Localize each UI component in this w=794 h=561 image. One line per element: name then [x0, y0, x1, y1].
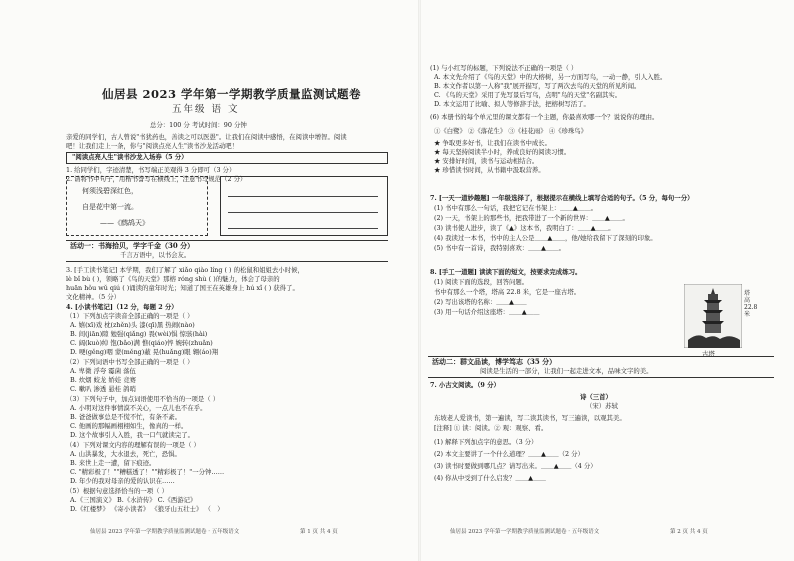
activity1-note: 千言万语中，以书会友。: [120, 251, 191, 259]
q4-more-15: （5）根据句意选择恰当的一项（ ）: [66, 487, 168, 495]
q4-more-7: B. 爸爸做事总是不慌不忙，有条不紊。: [70, 413, 182, 421]
bullet-4: ★ 珍惜读书时间，从书籍中汲取营养。: [434, 166, 545, 174]
activity2-note: 阅读是生活的一部分，让我们一起走进文本，品味文字的美。: [480, 367, 653, 375]
bullet-2: ★ 每天坚持阅读半小时，养成良好的阅读习惯。: [434, 148, 571, 156]
q4-more-1: （2）下列词语中书写全部正确的一项是（ ）: [66, 358, 194, 366]
q3-line-4: 文化精神。（5 分）: [66, 293, 121, 301]
q9-item-4: (4) 你从中受到了什么启发？＿＿▲＿＿: [434, 474, 546, 482]
footer-right-2: 第 2 页 共 4 页: [670, 529, 708, 535]
write-line-3[interactable]: [228, 228, 378, 229]
exam-title: 仙居县 2023 学年第一学期教学质量监测试题卷: [102, 87, 362, 101]
q9-item-3: (3) 读书时要做到哪几点？请写出来。＿＿▲＿＿（4 分）: [434, 462, 597, 470]
r-top-3: B. 本文作者以第一人称"我"展开描写，写了两次去鸟的天堂的所见所闻。: [434, 82, 641, 90]
q7-line-2: (2) 一天，书架上的那些书，把我带进了一个新的世界：＿＿▲＿＿。: [434, 214, 629, 222]
bullet-1: ★ 争取更多好书，让我们在读书中成长。: [434, 139, 552, 147]
q8-line-4: (3) 用一句话介绍这座塔：＿＿▲＿＿: [434, 308, 540, 316]
section1-title: "阅读点亮人生"读书沙龙入场券（5 分）: [72, 153, 188, 161]
q7-line-4: (4) 我读过一本书，书中的主人公是＿＿▲＿＿，他/她给我留下了深刻的印象。: [434, 234, 657, 242]
q3-line-2: lè bǐ bù ( )，领略了《鸟的天堂》那榕 róng shù ( )的魅力，体会了母亲的: [66, 275, 280, 283]
notice-line-2: 吧！让我们走上一条，你与"阅读点亮人生"读书沙龙活动吧！: [66, 142, 239, 150]
q7-line-3: (3) 读书使人进步，读了《▲》这本书，我明白了：＿＿▲＿＿。: [434, 224, 615, 232]
poem-line-1: 东坡老人爱读书，第一遍读，写二读其读书，写三遍读，以观其美。: [434, 414, 626, 422]
q4-more-17: D.《红楼梦》 《寄小读者》 《狼牙山五壮士》 （ ）: [70, 505, 224, 513]
section1-item-1: 1. 给同学们，字迹清楚，书写端正美观得 3 分即可（3 分）: [66, 166, 236, 174]
q4-row-a: A. 嬉(xī)戏 枕(zhěn)头 漆(qī)黑 热闹(nào): [70, 321, 195, 329]
poem-line-2: [注释] ① 读：阅读。② 观：观察、看。: [434, 424, 548, 432]
copy-line-1: 何须浅碧深红色，: [82, 187, 138, 195]
r-top-5: D. 本文运用了比喻、拟人等修辞手法，把榕树写活了。: [434, 100, 590, 108]
q3-line-1: 3. [手工读书笔记] 本学期，我们了解了 xiǎo qiào líng ( ) 的松鼠和姐姐去小时候，: [66, 266, 304, 274]
q7-line-1: (1) 书中有那么一句话，我把它记在书架上：＿＿▲＿＿。: [434, 204, 597, 212]
q3-line-3: huān hǒu wǔ qiú ( )诵读的童年时光；知道了国王在英雄身上 hú xǐ ( ) 获得了。: [66, 284, 299, 292]
q4-more-3: B. 炊烟 蛟龙 娇娃 竞赛: [70, 376, 136, 384]
copy-line-2: 自是花中第一流。: [82, 203, 138, 211]
q6-options: ①《白鹭》 ②《落花生》 ③《桂花雨》 ④《珍珠鸟》: [434, 127, 588, 135]
poem-author: （宋）苏轼: [586, 402, 618, 410]
q4-more-5: （3）下列句子中，加点词语使用不恰当的一项是（ ）: [66, 395, 220, 403]
r-top-6: (6) 本册书的每个单元里的课文都有一个主题，你最喜欢哪一个？说说你的理由。: [430, 113, 659, 121]
q4-more-13: C. "精彩极了！""糟糕透了！""精彩极了！"一分钟……: [70, 468, 225, 476]
q4-more-16: A.《三国演义》 B.《水浒传》 C.《西游记》: [70, 496, 197, 504]
q4-more-6: A. 小明对这件事情漠不关心，一点儿也不在乎。: [70, 404, 207, 412]
pagoda-illustration: [684, 284, 742, 348]
tower-name: 古塔: [702, 350, 715, 358]
q4-row-b: B. 间(jiān)隙 勉强(qiǎng) 畏(wèi)惧 惊骇(hài): [70, 330, 208, 338]
r-top-2: A. 本文先介绍了《鸟的天堂》中的大榕树，另一方面写鸟，一动一静，引人入胜。: [434, 73, 667, 81]
write-line-2[interactable]: [228, 212, 378, 213]
q4-row-c: C. 阔(kuò)绰 饱(bǎo)满 憔(qiáo)悴 婉转(zhuǎn): [70, 339, 213, 347]
q8-header: 8. [手工一道题] 读读下面的短文，按要求完成练习。: [430, 268, 582, 276]
exam-subtitle: 五年级 语 文: [172, 104, 240, 115]
write-card[interactable]: [220, 176, 388, 236]
q8-line-2: 书中有那么一个塔，塔高 22.8 米，它是一座古塔。: [434, 288, 581, 296]
tower-height-label: 塔高 22.8 米: [744, 290, 758, 318]
q7-line-5: (5) 书中有一首诗，我特别喜欢：＿＿▲＿＿。: [434, 244, 566, 252]
q9-item-1: (1) 解释下列加点字的意思。（3 分）: [434, 438, 538, 446]
poem-title: 诗（三首）: [580, 393, 612, 401]
q4-more-10: （4）下列对课文内容的理解有误的一项是（ ）: [66, 441, 200, 449]
q4-header: 4. [小读书笔记]（12 分，每题 2 分）: [66, 303, 178, 311]
r-top-1: (1) 与小红写的标题，下列说法不正确的一项是（ ）: [430, 64, 578, 72]
q4-intro: （1）下列加点字读音全部正确的一项是（ ）: [66, 312, 194, 320]
bullet-3: ★ 安排好时间，读书与运动相结合。: [434, 157, 539, 165]
q4-more-4: C. 嗽叭 渗透 悬桂 鸽哨: [70, 385, 136, 393]
right-page: [420, 0, 794, 561]
footer-left-2: 第 1 页 共 4 页: [300, 529, 338, 535]
q9-item-2: (2) 本文主要讲了一个什么道理？＿＿▲＿＿（2 分）: [434, 450, 584, 458]
q8-line-1: (1) 阅读下面的选段，回答问题。: [434, 278, 529, 286]
q8-line-3: (2) 写出该塔的名称：＿＿▲＿＿: [434, 298, 527, 306]
q4-more-12: B. 来世上走一遭，留下痕迹。: [70, 459, 156, 467]
q4-more-2: A. 卑微 浮夸 霉菌 落伍: [70, 367, 136, 375]
q4-more-8: C. 他画的那幅画栩栩如生，像真的一样。: [70, 422, 188, 430]
q4-more-14: D. 年少的我对母亲的爱的认识在……: [70, 477, 175, 485]
q9-header: 7. 小古文阅读。（9 分）: [430, 381, 500, 389]
copy-line-3: ——《鹧鸪天》: [100, 219, 149, 227]
activity1-title: 活动一：书海拾贝，学字千金（30 分）: [70, 241, 195, 250]
write-line-1[interactable]: [228, 196, 378, 197]
r-top-4: C. 《鸟的天堂》采用了先写景后写鸟，点明"鸟的天堂"名副其实。: [434, 91, 622, 99]
exam-meta: 总分：100 分 考试时间：90 分钟: [150, 121, 247, 129]
activity2-title: 活动二：群文品读，博学笃志（35 分）: [432, 357, 557, 366]
q4-row-d: D. 哽(gěng)咽 蒙(měng)蔽 晃(huǎng)眼 翱(áo)翔: [70, 348, 219, 356]
section1-item-2: 2. 请将书中句子，用楷书誊写在横线上，注意书写规范（2 分）: [66, 175, 247, 183]
q4-more-11: A. 山洪暴发，大水退去，死亡，恐惧。: [70, 450, 181, 458]
footer-left-1: 仙居县 2023 学年第一学期教学质量监测试题卷 · 五年级语文: [90, 529, 240, 535]
q4-more-9: D. 这个故事引人入胜，我一口气就读完了。: [70, 431, 194, 439]
notice-line-1: 亲爱的同学们，古人曾说"书犹药也，善读之可以医愚"。让我们在阅读中感悟，在阅读中增智。阅读: [66, 133, 347, 141]
q7-header: 7. [一天一道妙趣题] 一年级选择了，根据提示在横线上填写合适的句子。（5 分，每句一分）: [430, 194, 694, 202]
footer-right-1: 仙居县 2023 学年第一学期教学质量监测试题卷 · 五年级语文: [450, 529, 600, 535]
